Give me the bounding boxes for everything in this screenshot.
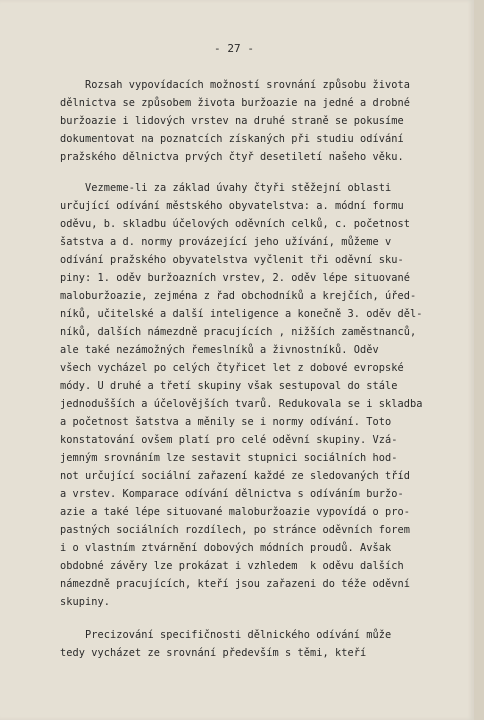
text-line: pastných sociálních rozdílech, po stránce oděvních forem xyxy=(60,524,410,536)
text-line: šatstva a d. normy provázející jeho užívání, můžeme v xyxy=(60,236,392,248)
paragraph-2 xyxy=(0,84,474,608)
text-line: konstatování ovšem platí pro celé oděvní skupiny. Vzá- xyxy=(60,434,398,446)
text-line: i o vlastním ztvárnění dobových módních proudů. Avšak xyxy=(60,542,392,554)
text-line: dělnictva se způsobem života buržoazie na jedné a drobné xyxy=(60,97,410,109)
text-line: a početnost šatstva a měnily se i normy odívání. Toto xyxy=(60,416,392,428)
text-line: níků, dalších námezdně pracujících , nižších zaměstnanců, xyxy=(60,326,417,338)
text-line: odívání pražského obyvatelstva vyčlenit tři oděvní sku- xyxy=(60,254,404,266)
text-line: piny: 1. oděv buržoazních vrstev, 2. oděv lépe situované xyxy=(60,272,410,284)
text-line: módy. U druhé a třetí skupiny však sestupoval do stále xyxy=(60,380,398,392)
text-line: azie a také lépe situované maloburžoazie vypovídá o pro- xyxy=(60,506,410,518)
text-line: pražského dělnictva prvých čtyř desetiletí našeho věku. xyxy=(60,151,404,163)
text-line: a vrstev. Komparace odívání dělnictva s odíváním buržo- xyxy=(60,488,404,500)
text-line: Precizování specifičnosti dělnického odívání může xyxy=(60,629,392,641)
text-line: skupiny. xyxy=(60,596,110,608)
text-line: maloburžoazie, zejména z řad obchodníků a krejčích, úřed- xyxy=(60,290,417,302)
text-line: jednodušších a účelovějších tvarů. Redukovala se i skladba xyxy=(60,398,423,410)
text-line: Vezmeme-li za základ úvahy čtyři stěžejní oblasti xyxy=(60,182,392,194)
text-line: níků, učitelské a další inteligence a konečně 3. oděv děl- xyxy=(60,308,423,320)
text-line: tedy vycházet ze srovnání především s těmi, kteří xyxy=(60,647,367,659)
text-line: obdobné závěry lze prokázat i vzhledem k oděvu dalších xyxy=(60,560,404,572)
text-line: Rozsah vypovídacích možností srovnání způsobu života xyxy=(60,79,410,91)
page-number: - 27 - xyxy=(214,42,255,55)
text-line: určující odívání městského obyvatelstva: a. módní formu xyxy=(60,200,404,212)
text-line: oděvu, b. skladbu účelových oděvních celků, c. početnost xyxy=(60,218,410,230)
text-line: dokumentovat na poznatcích získaných při studiu odívání xyxy=(60,133,404,145)
text-line: buržoazie i lidových vrstev na druhé straně se pokusíme xyxy=(60,115,404,127)
page-edge xyxy=(474,0,484,720)
text-line: všech vycházel po celých čtyřicet let z dobové evropské xyxy=(60,362,404,374)
text-line: jemným srovnáním lze sestavit stupnici sociálních hod- xyxy=(60,452,398,464)
text-line: ale také nezámožných řemeslníků a živnostníků. Oděv xyxy=(60,344,379,356)
text-line: not určující sociální zařazení každé ze sledovaných tříd xyxy=(60,470,410,482)
text-line: námezdně pracujících, kteří jsou zařazeni do téže oděvní xyxy=(60,578,410,590)
